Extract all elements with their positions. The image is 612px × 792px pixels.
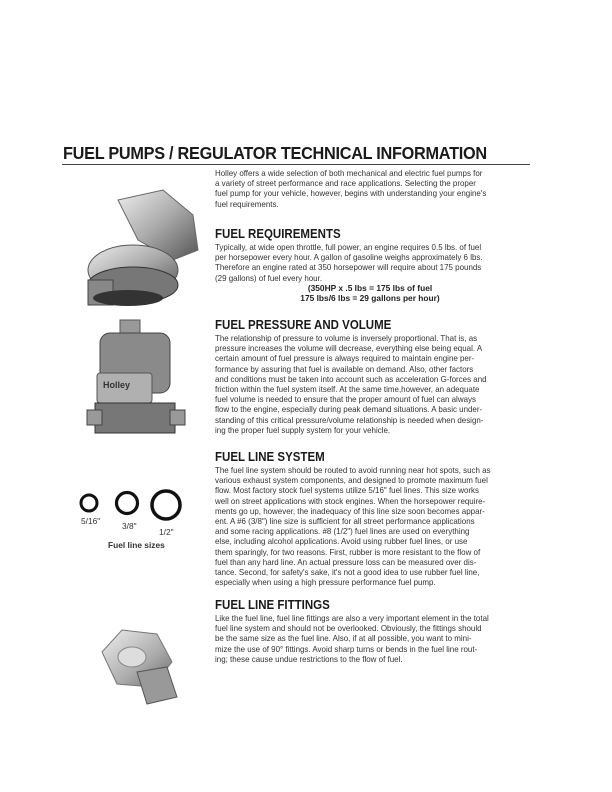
text-line: flow to the engine, especially during peak demand situations. A basic under- [215,404,483,415]
text-line: fuel volume is needed to ensure that the proper amount of fuel can always [215,394,476,405]
text-line: a variety of street performance and race applications. Selecting the proper [215,178,476,189]
text-line: and conditions must be taken into account such as acceleration G-forces and [215,373,487,384]
text-line: ent. A #6 (3/8") line size is sufficient for all street performance applications [215,516,475,527]
text-line: The relationship of pressure to volume is inversely proportional. That is, as [215,333,478,343]
text-line: pressure increases the volume will decrease, everything else being equal. A [215,343,483,354]
text-line: certain amount of fuel pressure is always required to maintain engine per- [215,353,475,364]
text-line: well on street applications with stock engines. When the horsepower require- [215,495,486,506]
ring-3-8 [117,493,138,514]
text-line: Typically, at wide open throttle, full power, an engine requires 0.5 lbs. of fuel [215,242,482,252]
text-line: fuel line system and should not be overlooked. Obviously, the fittings should [215,623,482,634]
text-line: especially when using a high pressure performance fuel pump. [215,577,436,588]
heading-fuel-line-fittings: FUEL LINE FITTINGS [215,598,330,612]
size-label-5-16: 5/16" [81,516,101,526]
text-line: fuel pump for your vehicle, however, begins with understanding your engine's [215,188,487,199]
text-line: (29 gallons) of fuel every hour. [215,272,323,283]
text-line: standing of this critical pressure/volume relationship is needed when design- [215,414,484,425]
electric-fuel-pump-image [85,318,190,443]
page-title: FUEL PUMPS / REGULATOR TECHNICAL INFORMATION [63,143,487,163]
text-line: Holley offers a wide selection of both mechanical and electric fuel pumps for [215,168,483,178]
formula-line: (350HP x .5 lbs = 175 lbs of fuel [307,283,433,293]
heading-fuel-requirements: FUEL REQUIREMENTS [215,227,341,241]
ring-5-16 [81,495,97,511]
fuel-requirements-paragraph [215,242,525,283]
text-line: and some racing applications. #8 (1/2") fuel lines are used on everything [215,526,470,537]
text-line: flow. Most factory stock fuel systems utilize 5/16" fuel lines. This size works [215,485,480,496]
text-line: fuel requirements. [215,198,279,209]
size-label-3-8: 3/8" [122,521,137,531]
text-line: ing; these cause undue restrictions to the flow of fuel. [215,653,403,664]
fuel-line-fittings-paragraph [215,613,525,664]
text-line: ing the proper fuel supply system for your vehicle. [215,424,391,435]
fuel-formula [215,283,525,303]
text-line: The fuel line system should be routed to avoid running near hot spots, such as [215,465,491,475]
text-line: tance. Second, for safety's sake, it's not a good idea to use rubber fuel line, [215,567,480,578]
intro-paragraph [215,168,525,209]
holley-logo: Holley [103,380,131,390]
text-line: be the same size as the fuel line. Also, if at all possible, you want to mini- [215,633,472,644]
text-line: Like the fuel line, fuel line fittings are also a very important element in the total [215,613,489,623]
text-line: Therefore an engine rated at 350 horsepower will require about 175 pounds [215,262,482,273]
size-label-1-2: 1/2" [159,527,174,537]
title-rule [62,164,530,165]
formula-line: 175 lbs/6 lbs = 29 gallons per hour) [300,293,440,304]
heading-fuel-line-system: FUEL LINE SYSTEM [215,450,325,464]
text-line: them sparingly, for two reasons. First, rubber is more resistant to the flow of [215,546,481,557]
text-line: friction within the fuel system itself. At the same time,however, an adequate [215,384,480,395]
fuel-pressure-paragraph [215,333,525,435]
text-line: per horsepower every hour. A gallon of gasoline weighs approximately 6 lbs. [215,252,483,263]
text-line: fuel than any hard line. An actual pressure loss can be measured over dis- [215,556,477,567]
fuel-line-fitting-image [92,622,182,707]
text-line: formance by assuring that fuel is available on demand. Also, other factors [215,363,474,374]
mechanical-fuel-pump-image [78,180,208,315]
text-line: ments go up, however, the inadequacy of this line size soon becomes appar- [215,505,485,516]
text-line: mize the use of 90° fittings. Avoid sharp turns or bends in the fuel line rout- [215,643,478,654]
fuel-line-system-paragraph [215,465,525,587]
text-line: various exhaust system components, and designed to promote maximum fuel [215,475,488,486]
text-line: else, including alcohol applications. Avoid using rubber fuel lines, or use [215,536,468,547]
ring-1-2 [152,491,180,519]
fuel-line-sizes-caption: Fuel line sizes [108,540,165,550]
heading-fuel-pressure-volume: FUEL PRESSURE AND VOLUME [215,318,392,332]
